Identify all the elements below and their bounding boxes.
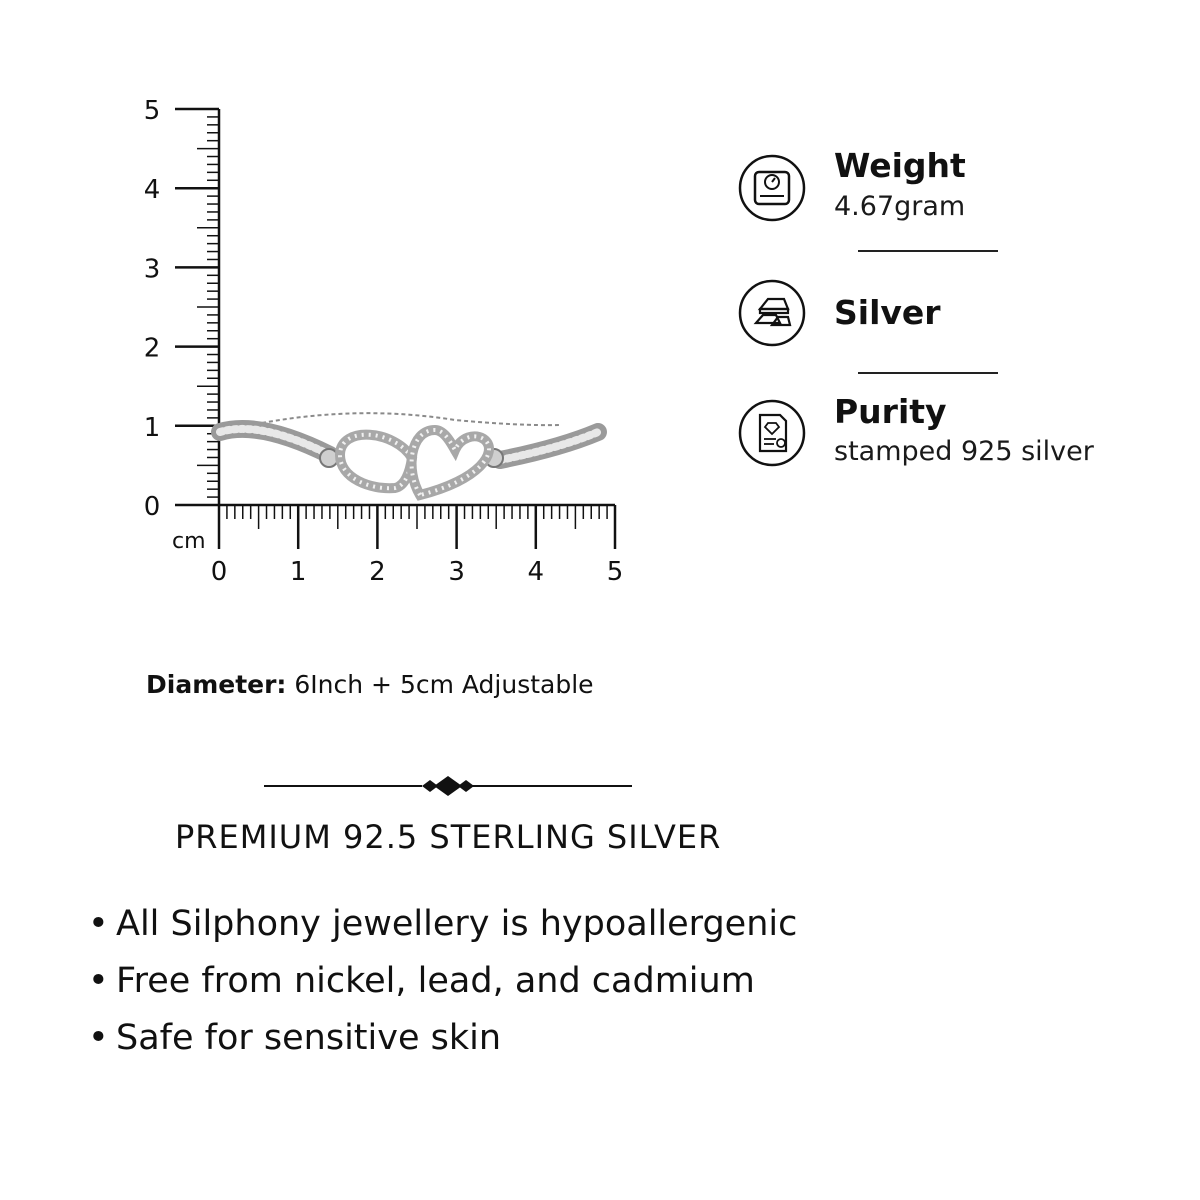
spec-purity-value: stamped 925 silver — [834, 436, 1094, 467]
diameter-label: Diameter: — [146, 670, 287, 699]
diameter-info — [146, 670, 594, 699]
spec-purity-title: Purity — [834, 392, 947, 431]
feature-text: All Silphony jewellery is hypoallergenic — [116, 904, 798, 944]
ruler-x-tick-label: 3 — [448, 557, 465, 587]
measurement-ruler — [0, 0, 700, 620]
spec-divider — [858, 372, 998, 374]
ruler-unit-label: cm — [172, 529, 206, 554]
weighing-scale-icon — [738, 154, 806, 222]
ruler-y-tick-label: 5 — [143, 96, 161, 126]
ruler-y-tick-label: 3 — [143, 254, 161, 285]
ruler-y-tick-label: 4 — [143, 175, 161, 206]
feature-item: • Free from nickel, lead, and cadmium — [88, 961, 755, 1001]
ornamental-divider — [262, 770, 634, 802]
feature-text: Safe for sensitive skin — [116, 1018, 502, 1058]
feature-item: • Safe for sensitive skin — [88, 1018, 502, 1058]
spec-divider — [858, 250, 998, 252]
spec-weight-value: 4.67gram — [834, 191, 966, 222]
headline: PREMIUM 92.5 STERLING SILVER — [175, 818, 722, 856]
ruler-x-tick-label: 1 — [289, 557, 307, 587]
diameter-value: 6Inch + 5cm Adjustable — [294, 670, 594, 699]
feature-list — [88, 900, 797, 1071]
feature-item: • All Silphony jewellery is hypoallergenic — [88, 904, 798, 944]
ruler-x-tick-label: 0 — [210, 557, 228, 587]
certificate-icon — [738, 399, 806, 467]
ruler-x-tick-label: 2 — [369, 557, 386, 587]
ruler-y-tick-label: 2 — [143, 333, 161, 364]
silver-bars-icon — [738, 279, 806, 347]
ruler-y-tick-label: 1 — [143, 412, 161, 443]
bracelet-image — [220, 413, 598, 495]
spec-silver-title: Silver — [834, 293, 941, 332]
ruler-y-tick-label: 0 — [143, 492, 161, 522]
ruler-x-tick-label: 5 — [606, 557, 624, 587]
spec-weight-title: Weight — [834, 146, 966, 185]
ruler-x-tick-label: 4 — [527, 557, 545, 587]
feature-text: Free from nickel, lead, and cadmium — [116, 961, 755, 1001]
